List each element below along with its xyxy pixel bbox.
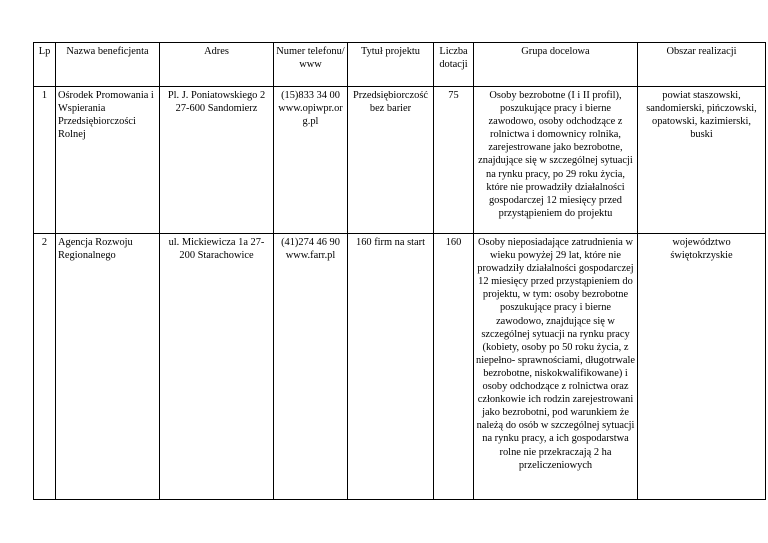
table-row	[34, 87, 766, 234]
header-lp: Lp	[34, 43, 56, 87]
cell-project-title: Przedsiębiorczość bez barier	[348, 87, 434, 234]
cell-phone-www: (41)274 46 90 www.farr.pl	[274, 234, 348, 500]
header-row	[34, 43, 766, 87]
cell-target-group: Osoby nieposiadające zatrudnienia w wieku powyżej 29 lat, które nie prowadziły działalności gospodarczej 12 miesięcy przed przystąpieniem do projektu, w tym: osoby bezrobotne poszukujące pracy i bierne zawodowo, znajdujące się w szczególnej sytuacji na rynku pracy (kobiety, osoby po 50 roku życia, z niepełno- sprawnościami, długotrwale bezrobotne, niskokwalifikowane) i osoby odchodzące z rolnictwa oraz członkowie ich rodzin zarejestrowani jako bezrobotni, pod warunkiem że należą do osób w szczególnej sytuacji na rynku pracy, a ich gospodarstwa rolne nie przekraczają 2 ha przeliczeniowych	[474, 234, 638, 500]
header-project-title: Tytuł projektu	[348, 43, 434, 87]
beneficiaries-table	[33, 42, 766, 500]
header-target-group: Grupa docelowa	[474, 43, 638, 87]
table-row	[34, 234, 766, 500]
cell-area: powiat staszowski, sandomierski, pińczowski, opatowski, kazimierski, buski	[638, 87, 766, 234]
cell-beneficiary-name: Agencja Rozwoju Regionalnego	[56, 234, 160, 500]
cell-phone-www: (15)833 34 00 www.opiwpr.org.pl	[274, 87, 348, 234]
cell-grant-count: 160	[434, 234, 474, 500]
cell-area: województwo świętokrzyskie	[638, 234, 766, 500]
cell-address: ul. Mickiewicza 1a 27-200 Starachowice	[160, 234, 274, 500]
cell-lp: 1	[34, 87, 56, 234]
cell-lp: 2	[34, 234, 56, 500]
cell-beneficiary-name: Ośrodek Promowania i Wspierania Przedsiębiorczości Rolnej	[56, 87, 160, 234]
header-grant-count: Liczba dotacji	[434, 43, 474, 87]
header-address: Adres	[160, 43, 274, 87]
header-phone-www: Numer telefonu/ www	[274, 43, 348, 87]
cell-target-group: Osoby bezrobotne (I i II profil), poszukujące pracy i bierne zawodowo, osoby odchodzące z rolnictwa i domownicy rolnika, zarejestrowane jako bezrobotne, znajdujące się w szczególnej sytuacji na rynku pracy, po 29 roku życia, które nie prowadziły działalności gospodarczej 12 miesięcy przed przystąpieniem do projektu	[474, 87, 638, 234]
cell-address: Pl. J. Poniatowskiego 2 27-600 Sandomierz	[160, 87, 274, 234]
cell-project-title: 160 firm na start	[348, 234, 434, 500]
cell-grant-count: 75	[434, 87, 474, 234]
header-area: Obszar realizacji	[638, 43, 766, 87]
header-beneficiary-name: Nazwa beneficjenta	[56, 43, 160, 87]
